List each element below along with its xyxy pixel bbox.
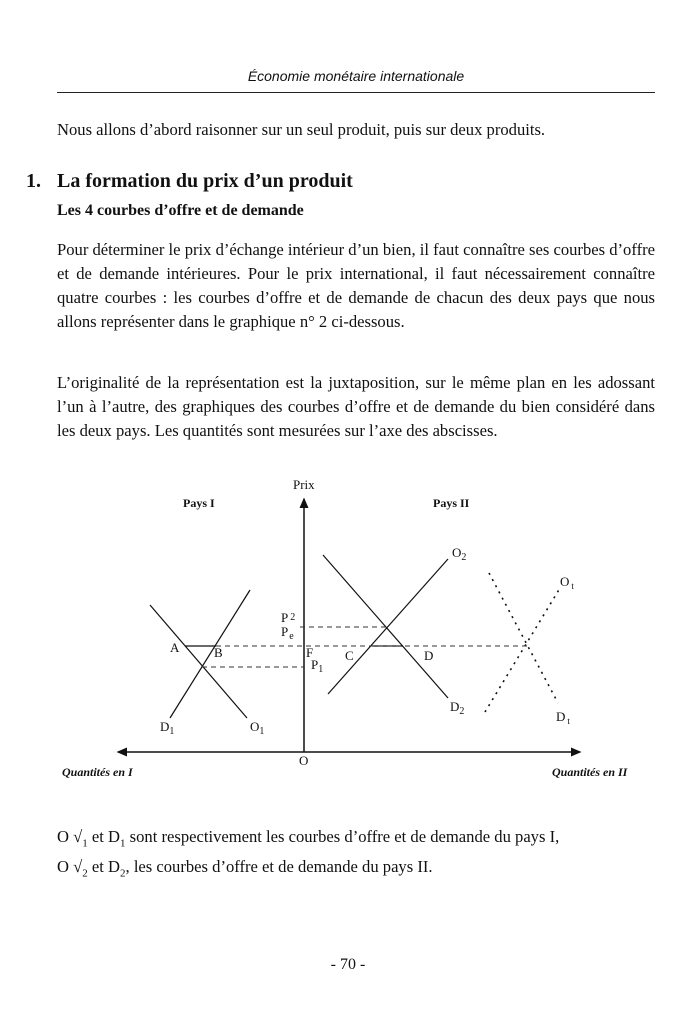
curve-line (170, 590, 250, 718)
price-p1: $P_1$ (311, 657, 324, 675)
price-pe: $P_e$ (281, 624, 294, 642)
paragraph: Pour déterminer le prix d’échange intérieur d’un bien, il faut connaître ses courbes d’offre et de demande intérieures. Pour le prix international, il faut nécessairement connaître quatre courbes : les courbes d’offre et de demande de chacun des deux pays que nous allons représenter dans le graphique n° 2 ci-dessous. (57, 240, 655, 331)
point-d: D (424, 648, 434, 663)
paragraph: L’originalité de la représentation est la juxtaposition, sur le même plan en les adossant l’un à l’autre, des graphiques des courbes d’offre et de demande du bien considéré dans les deux pays. Les quantités sont mesurées sur l’axe des abscisses. (57, 373, 655, 440)
subscript: 2 (82, 867, 88, 880)
origin-label: O (299, 753, 309, 768)
caption-text: sont respectivement les courbes d’offre et de demande du pays I, (125, 827, 560, 846)
caption (57, 825, 655, 886)
label-d2: $D_2$ (450, 699, 465, 717)
point-a: A (170, 640, 180, 655)
price-p2: P 2 (281, 610, 296, 625)
caption-text: et D (87, 857, 121, 877)
caption-line (57, 855, 655, 885)
caption-text: O √ (57, 827, 83, 846)
point-b: B (214, 645, 223, 660)
label-o2: $O_2$ (452, 545, 467, 563)
subscript: 1 (82, 837, 88, 850)
running-header: Économie monétaire internationale (247, 68, 465, 84)
caption-text: et D (87, 827, 121, 846)
label-ot: O $_t$ (560, 574, 574, 591)
point-c: C (345, 648, 354, 663)
intro-paragraph: Nous allons d’abord raisonner sur un seul produit, puis sur deux produits. (57, 120, 546, 139)
point-f: F (306, 645, 314, 660)
x-right-label: Quantités en II (552, 765, 628, 779)
subsection-title: Les 4 courbes d’offre et de demande (57, 202, 304, 219)
label-dt: D $_t$ (556, 709, 570, 726)
section-title: La formation du prix d’un produit (57, 170, 353, 192)
caption-line (57, 825, 655, 855)
country1-label: Pays I (183, 496, 215, 510)
x-left-label: Quantités en I (62, 765, 133, 779)
label-d1: $D_1$ (160, 719, 175, 737)
curve-ot (485, 588, 560, 712)
caption-text: O √ (57, 857, 83, 877)
page-number: - 70 - (330, 956, 366, 973)
label-o1: $O_1$ (250, 719, 265, 737)
subscript: 2 (120, 867, 126, 880)
subscript: 1 (120, 837, 126, 850)
country2-label: Pays II (433, 496, 470, 510)
curve-line (150, 605, 247, 718)
y-axis-label: Prix (293, 477, 315, 492)
section-number: 1. (26, 170, 41, 192)
caption-text: , les courbes d’offre et de demande du pays II. (125, 857, 433, 877)
curve-dt (489, 573, 558, 703)
